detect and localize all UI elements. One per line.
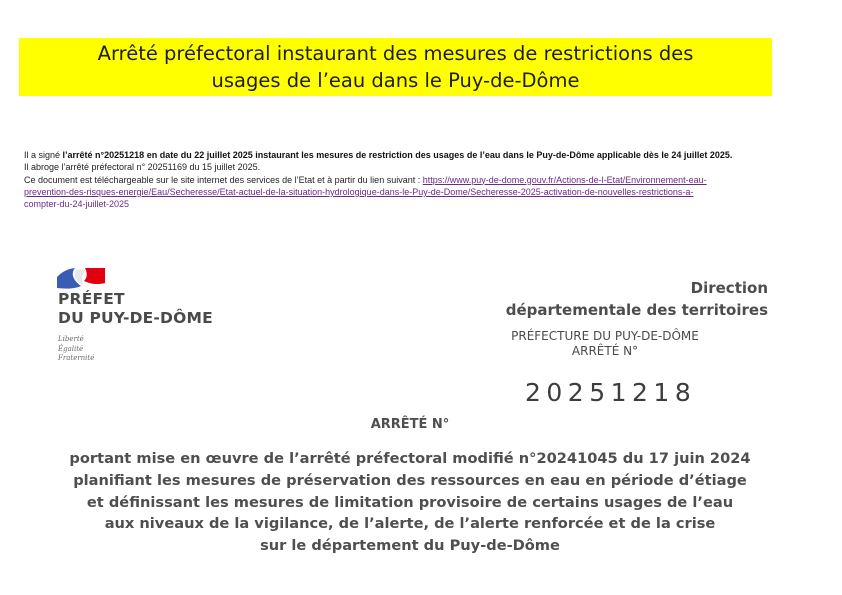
- arrete-title-line-4: aux niveaux de la vigilance, de l’alerte, de l’alerte renforcée et de la crise: [104, 515, 716, 533]
- notice-line-1-bold: l’arrêté n°20251218 en date du 22 juillet 2025 instaurant les mesures de restriction des usages de l’eau dans le Puy-de-Dôme applicable dès le 24 juillet 2025.: [62, 150, 733, 160]
- notice-link-part-2[interactable]: prevention-des-risques-energie/Eau/Secheresse/Etat-actuel-de-la-situation-hydrologique-dans-le-Puy-de-Dome/Secheresse-2025-activation-de-nouvelles-restrictions-a-: [24, 186, 694, 197]
- republic-motto: [58, 335, 94, 364]
- motto-liberte: Liberté: [58, 335, 84, 343]
- motto-fraternite: Fraternité: [58, 354, 95, 362]
- banner-title-line-1: Arrêté préfectoral instaurant des mesures de restrictions des: [97, 42, 694, 65]
- notice-block: [24, 149, 824, 210]
- prefecture-stamp: [470, 329, 740, 359]
- prefet-line-1: PRÉFET: [58, 290, 125, 308]
- notice-line-4: [24, 186, 824, 198]
- marianne-logo-icon: [57, 268, 107, 290]
- notice-line-2: Il abroge l’arrêté préfectoral n° 20251169 du 15 juillet 2025.: [24, 162, 261, 173]
- stamp-line-2: ARRÊTÉ N°: [571, 344, 639, 358]
- arrete-title-line-2: planifiant les mesures de préservation des ressources en eau en période d’étiage: [73, 471, 747, 489]
- notice-line-1: [24, 149, 824, 161]
- notice-line-3: [24, 174, 824, 186]
- prefet-line-2: DU PUY-DE-DÔME: [58, 309, 213, 327]
- motto-egalite: Égalité: [58, 344, 84, 353]
- notice-line-3-prefix: Ce document est téléchargeable sur le site internet des services de l’Etat et à partir du lien suivant :: [24, 174, 423, 185]
- arrete-title: [0, 448, 820, 557]
- notice-line-1-prefix: Il a signé: [24, 150, 63, 160]
- stamp-line-1: PRÉFECTURE DU PUY-DE-DÔME: [511, 329, 699, 343]
- direction-line-1: Direction: [690, 279, 768, 297]
- direction-line-2: départementale des territoires: [505, 301, 768, 319]
- prefet-name: [58, 290, 213, 328]
- direction-heading: [506, 277, 768, 321]
- arrete-title-line-3: et définissant les mesures de limitation provisoire de certains usages de l’eau: [86, 493, 734, 511]
- arrete-title-line-5: sur le département du Puy-de-Dôme: [260, 537, 560, 555]
- title-banner: [19, 38, 772, 96]
- stamp-arrete-number: 20251218: [525, 378, 697, 407]
- arrete-label: ARRÊTÉ N°: [370, 417, 450, 432]
- notice-link-part-3[interactable]: compter-du-24-juillet-2025: [24, 199, 130, 210]
- notice-link-part-1[interactable]: https://www.puy-de-dome.gouv.fr/Actions-de-l-Etat/Environnement-eau-: [422, 174, 707, 185]
- notice-line-5: [24, 198, 824, 210]
- banner-title-line-2: usages de l’eau dans le Puy-de-Dôme: [211, 69, 580, 92]
- arrete-title-line-1: portant mise en œuvre de l’arrêté préfectoral modifié n°20241045 du 17 juin 2024: [69, 450, 751, 467]
